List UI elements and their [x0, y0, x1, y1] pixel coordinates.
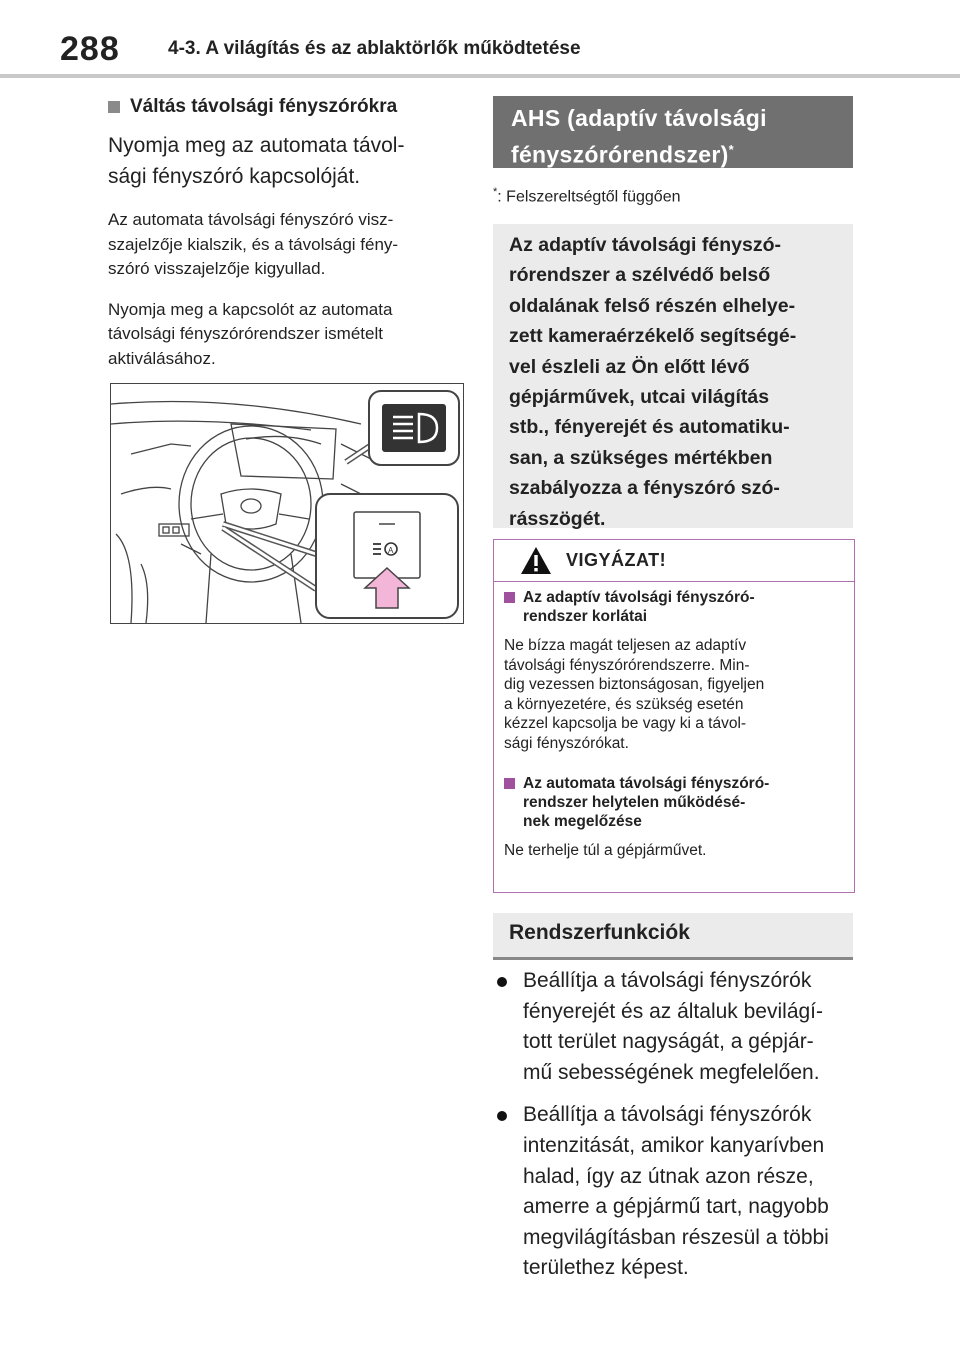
- text-line: fényerejét és az általuk bevilágí-: [523, 999, 823, 1023]
- text-line: területhez képest.: [523, 1256, 689, 1280]
- text-line: a környezetére, és szükség esetén: [504, 695, 744, 713]
- text-line: vel észleli az Ön előtt lévő: [509, 355, 750, 378]
- list-item: [493, 966, 837, 1088]
- text-line: Ne terhelje túl a gépjárművet.: [504, 841, 707, 859]
- text-line: Az automata távolsági fényszóró-: [523, 774, 770, 792]
- text-line: oldalának felső részén elhelye-: [509, 294, 796, 317]
- footnote-mark: *: [493, 186, 498, 198]
- text-line: sági fényszórókat.: [504, 734, 629, 752]
- functions-heading-box: [493, 913, 853, 960]
- text-line: gépjárművek, utcai világítás: [509, 386, 770, 409]
- page-number: 288: [60, 30, 120, 68]
- intro-text: [509, 230, 839, 534]
- warning-title: VIGYÁZAT!: [566, 550, 667, 570]
- warning-box: [493, 539, 855, 893]
- text-line: dig vezessen biztonságosan, figyeljen: [504, 676, 765, 694]
- explanation-paragraph: [108, 208, 464, 282]
- text-line: Ne bízza magát teljesen az adaptív: [504, 637, 747, 654]
- ahs-title: [511, 102, 767, 171]
- ahs-heading-box: [493, 96, 853, 168]
- text-line: aktiválásához.: [108, 348, 216, 368]
- text-line: Az adaptív távolsági fényszóró-: [523, 589, 755, 606]
- header-divider: [0, 74, 960, 78]
- warning-item-text: [504, 636, 844, 754]
- text-line: Beállítja a távolsági fényszórók: [523, 969, 812, 992]
- text-line: rásszögét.: [509, 507, 606, 530]
- text-line: rendszer helytelen működésé-: [523, 793, 746, 811]
- warning-triangle-icon: [520, 546, 552, 575]
- text-line: távolsági fényszórórendszerre. Min-: [504, 656, 750, 674]
- text-line: Beállítja a távolsági fényszórók: [523, 1103, 812, 1127]
- text-line: rórendszer a szélvédő belső: [509, 264, 771, 287]
- list-item-text: [523, 966, 823, 1088]
- intro-box: [493, 224, 853, 528]
- dashboard-illustration: [110, 383, 464, 624]
- list-item: [493, 1100, 837, 1284]
- text-line: zett kameraérzékelő segítségé-: [509, 325, 797, 348]
- reactivation-paragraph: [108, 298, 464, 372]
- text-line: szajelzője kialszik, és a távolsági fény-: [108, 234, 399, 254]
- text-line: Az automata távolsági fényszóró visz-: [108, 210, 394, 229]
- list-item-text: [523, 1100, 829, 1284]
- text-line: megvilágításban részesül a többi: [523, 1225, 829, 1249]
- bullet-dot-icon: [497, 1111, 507, 1121]
- text-line: halad, így az útnak azon része,: [523, 1164, 814, 1188]
- text-line: nek megelőzése: [523, 812, 642, 830]
- text-line: san, a szükséges mértékben: [509, 446, 773, 469]
- text-line: stb., fényerejét és automatiku-: [509, 416, 790, 439]
- heading-lines: [523, 588, 755, 626]
- text-line: Az adaptív távolsági fényszó-: [509, 234, 781, 256]
- square-bullet-icon: [108, 101, 120, 113]
- warning-item-heading: [504, 588, 844, 626]
- heading-lines: [523, 774, 769, 831]
- warning-header: [494, 540, 854, 582]
- warning-item-heading: [504, 774, 844, 831]
- title-line-text: fényszórórendszer): [511, 141, 729, 168]
- text-line: amerre a gépjármű tart, nagyobb: [523, 1195, 829, 1219]
- bullet-dot-icon: [497, 977, 507, 987]
- text-line: távolsági fényszórórendszer ismételt: [108, 324, 383, 343]
- left-column: [108, 90, 464, 371]
- warning-body: [504, 588, 844, 860]
- page-header: [0, 0, 960, 80]
- text-line: AHS (adaptív távolsági: [511, 105, 767, 131]
- square-bullet-icon: [504, 592, 515, 603]
- text-line: mű sebességének megfelelően.: [523, 1060, 820, 1084]
- functions-title: Rendszerfunkciók: [509, 921, 690, 944]
- text-line: szabályozza a fényszóró szó-: [509, 477, 780, 500]
- dashboard-drawing: [111, 384, 463, 623]
- text-line: Nyomja meg a kapcsolót az automata: [108, 299, 393, 319]
- function-list: [493, 966, 837, 1296]
- text-line: szóró visszajelzője kigyullad.: [108, 259, 326, 278]
- chapter-title: 4-3. A világítás és az ablaktörlők működtetése: [168, 38, 581, 59]
- text-line: kézzel kapcsolja be vagy ki a távol-: [504, 715, 747, 733]
- text-line: [511, 134, 767, 171]
- square-bullet-icon: [504, 778, 515, 789]
- section-heading-text: Váltás távolsági fényszórókra: [130, 96, 398, 117]
- high-beam-icon: [369, 391, 459, 465]
- text-line: tott terület nagyságát, a gépjár-: [523, 1030, 814, 1054]
- section-heading: [108, 96, 464, 118]
- warning-item-text: [504, 841, 844, 861]
- instruction-text: [108, 130, 464, 192]
- svg-text:A: A: [388, 546, 394, 555]
- text-line: intenzitását, amikor kanyarívben: [523, 1133, 825, 1157]
- text-line: Nyomja meg az automata távol-: [108, 134, 405, 157]
- footnote: [493, 186, 853, 206]
- asterisk-mark: *: [728, 142, 734, 157]
- text-line: sági fényszóró kapcsolóját.: [108, 165, 361, 188]
- text-line: rendszer korlátai: [523, 608, 648, 625]
- footnote-text: : Felszereltségtől függően: [497, 188, 681, 206]
